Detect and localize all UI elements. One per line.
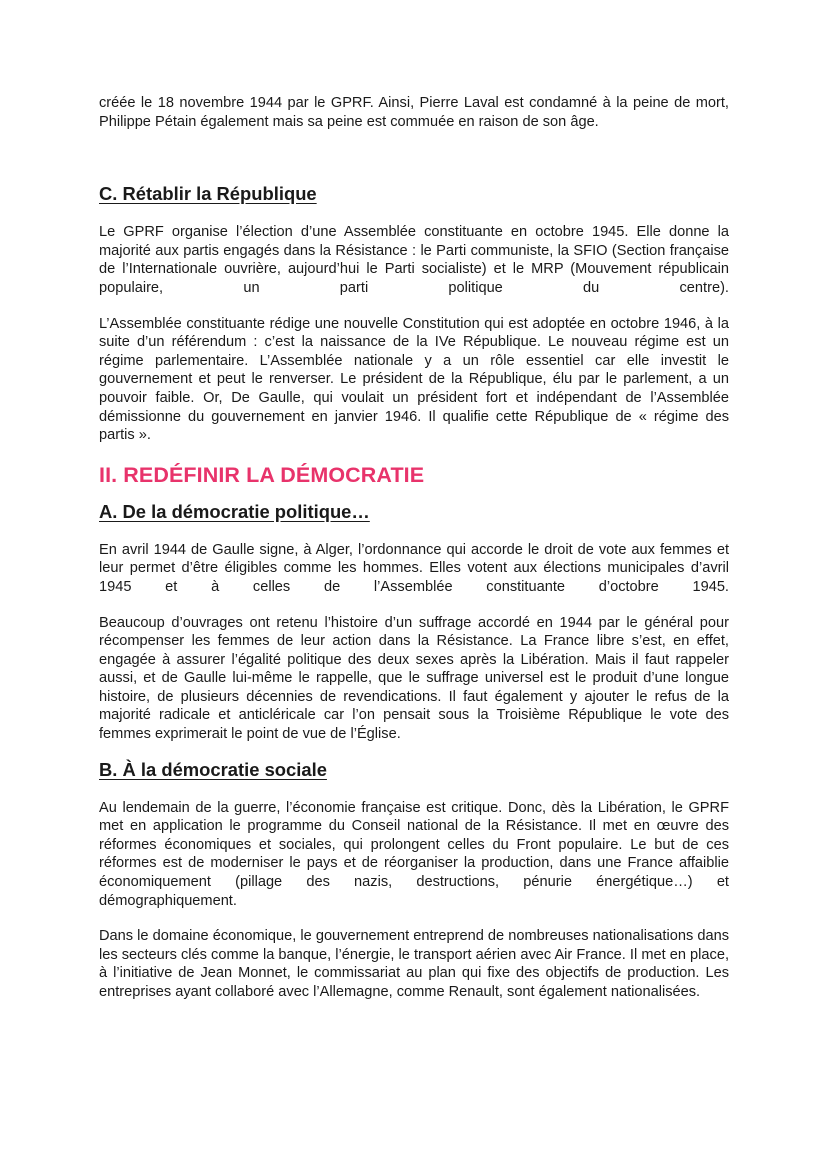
section-a-paragraph-1: En avril 1944 de Gaulle signe, à Alger, l’ordonnance qui accorde le droit de vote aux femmes et leur permet d’être éligibles comme les hommes. Elles votent aux élections municipales d’avril 1945 et à celles de l’Assemblée constituante d’octobre 1945.: [99, 541, 729, 595]
document-page: [99, 94, 729, 1002]
section-a-paragraph-2: Beaucoup d’ouvrages ont retenu l’histoire d’un suffrage accordé en 1944 par le général pour récompenser les femmes de leur action dans la Résistance. La France libre s’est, en effet, engagée à assurer l’égalité politique des deux sexes après la Libération. Mais il faut rappeler aussi, et de Gaulle lui-même le rappelle, que le suffrage universel est le produit d’une longue histoire, de plusieurs décennies de revendications. Il faut également y ajouter le refus de la majorité radicale et anticléricale car l’on pensait sous la Troisième République le vote des femmes exprimerait le point de vue de l’Église.: [99, 614, 729, 743]
section-b-heading: B. À la démocratie sociale: [99, 758, 327, 780]
section-b-paragraph-2: Dans le domaine économique, le gouvernement entreprend de nombreuses nationalisations dans les secteurs clés comme la banque, l’énergie, le transport aérien avec Air France. Il met en place, à l’initiative de Jean Monnet, le commissariat au plan qui fixe des objectifs de production. Les entreprises ayant collaboré avec l’Allemagne, comme Renault, sont également nationalisées.: [99, 928, 729, 1000]
section-a-heading: A. De la démocratie politique…: [99, 500, 370, 522]
intro-paragraph: créée le 18 novembre 1944 par le GPRF. Ainsi, Pierre Laval est condamné à la peine de mort, Philippe Pétain également mais sa peine est commuée en raison de son âge.: [99, 95, 729, 130]
section-b-paragraph-1: Au lendemain de la guerre, l’économie française est critique. Donc, dès la Libération, le GPRF met en application le programme du Conseil national de la Résistance. Il met en œuvre des réformes économiques et sociales, qui prolongent celles du Front populaire. Le but de ces réformes est de moderniser le pays et de réorganiser la production, dans une France affaiblie économiquement (pillage des nazis, destructions, pénurie énergétique…) et démographiquement.: [99, 799, 729, 909]
part-two-heading: II. REDÉFINIR LA DÉMOCRATIE: [99, 462, 425, 487]
section-c-paragraph-2: L’Assemblée constituante rédige une nouvelle Constitution qui est adoptée en octobre 1946, à la suite d’un référendum : c’est la naissance de la IVe République. Le nouveau régime est un régime parlementaire. L’Assemblée nationale y a un rôle essentiel car elle investit le gouvernement et peut le renverser. Le président de la République, élu par le parlement, a un pouvoir faible. Or, De Gaulle, qui voulait un président fort et indépendant de l’Assemblée démissionne du gouvernement en janvier 1946. Il qualifie cette République de « régime des partis ».: [99, 315, 729, 444]
section-c-paragraph-1: Le GPRF organise l’élection d’une Assemblée constituante en octobre 1945. Elle donne la majorité aux partis engagés dans la Résistance : le Parti communiste, la SFIO (Section française de l’Internationale ouvrière, aujourd’hui le Parti socialiste) et le MRP (Mouvement républicain populaire, un parti politique du centre).: [99, 224, 729, 296]
section-c-heading: C. Rétablir la République: [99, 183, 317, 205]
